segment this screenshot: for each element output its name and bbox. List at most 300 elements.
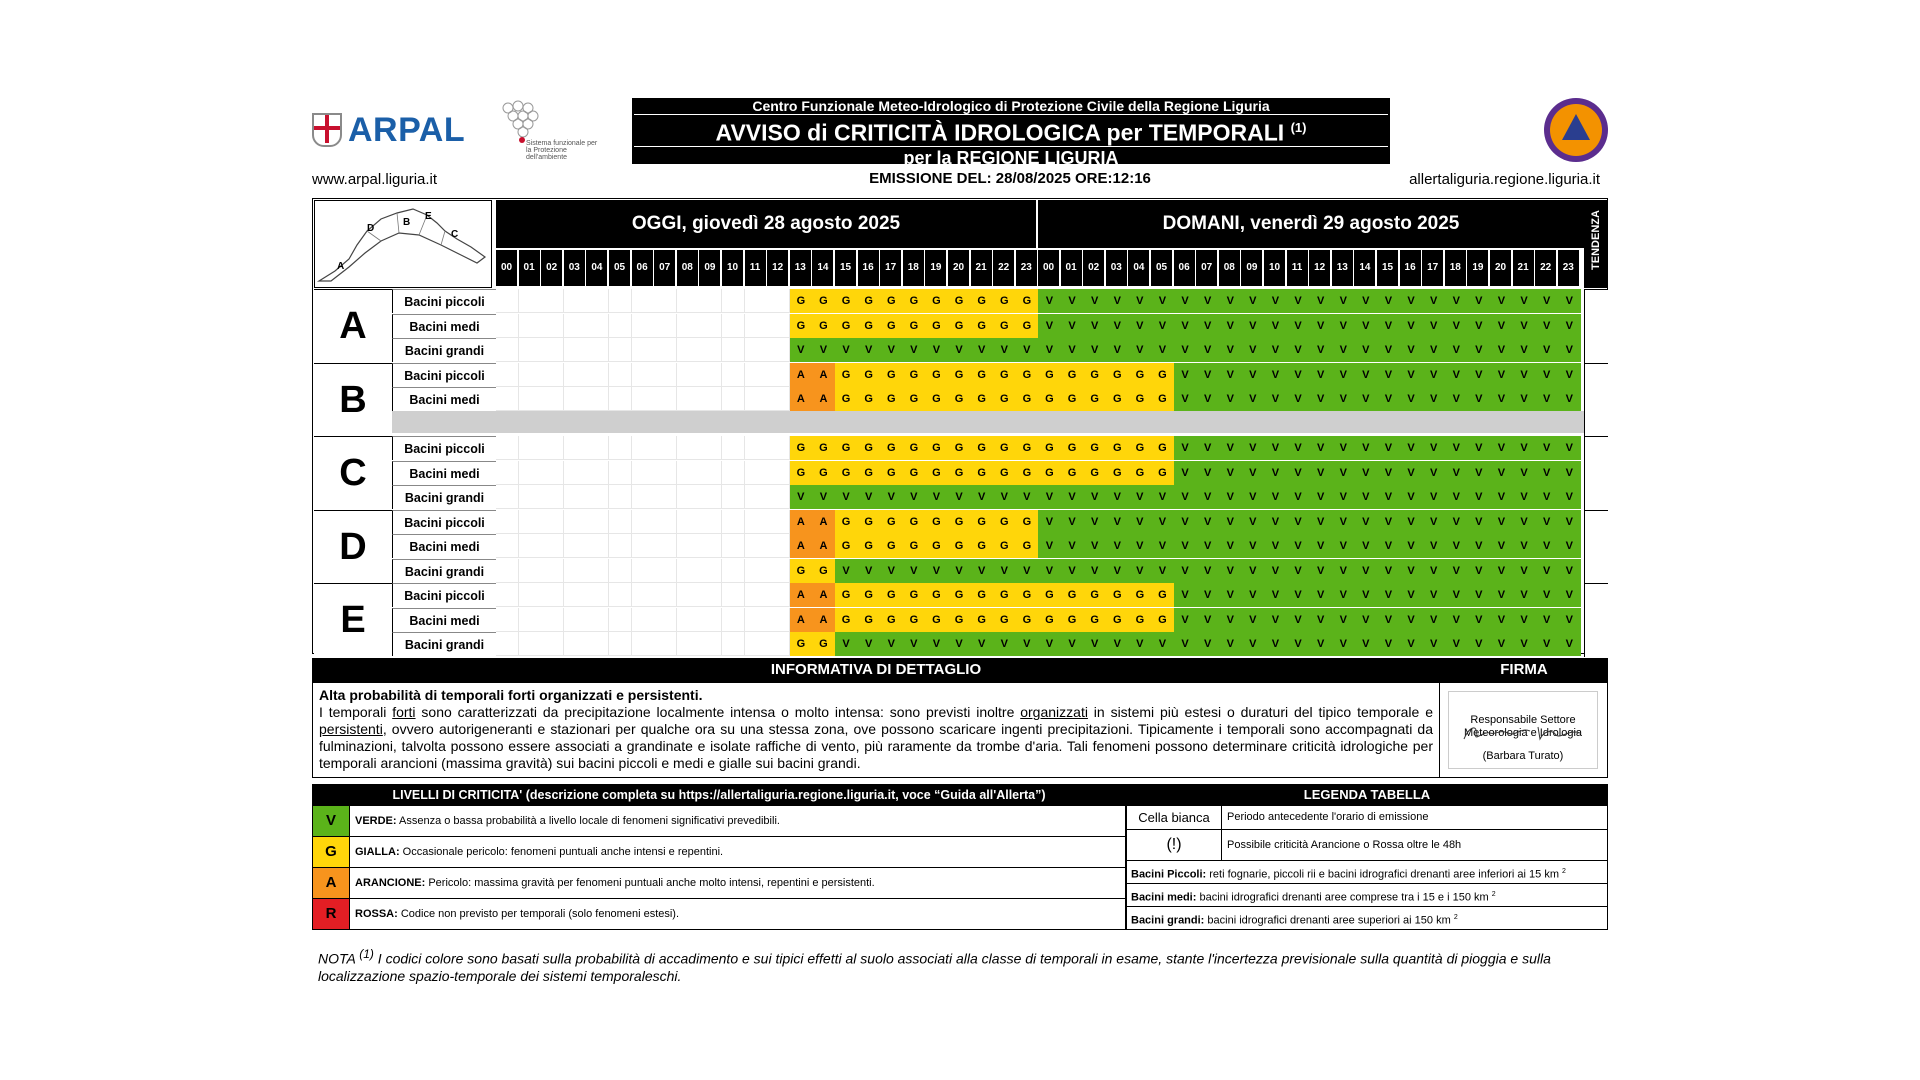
legend-medium: [1131, 884, 1496, 909]
criticality-cell: V: [1355, 632, 1378, 656]
basin-label: Bacini medi: [392, 608, 496, 632]
hour-label: 08: [1219, 250, 1240, 286]
hour-label: 20: [1490, 250, 1511, 286]
hour-label: 05: [609, 250, 630, 286]
criticality-cell: V: [1219, 338, 1242, 362]
criticality-cell: V: [1445, 583, 1468, 607]
criticality-cell: G: [858, 436, 881, 460]
criticality-cell: V: [1355, 289, 1378, 313]
hour-label: 10: [722, 250, 743, 286]
criticality-cell: G: [925, 289, 948, 313]
criticality-cell: G: [812, 632, 835, 656]
criticality-cell: [699, 289, 722, 313]
criticality-cell: [654, 608, 677, 632]
footnote-label: NOTA: [318, 950, 360, 967]
hour-label: 22: [1535, 250, 1556, 286]
criticality-cell: [541, 387, 564, 411]
hour-label: 03: [1106, 250, 1127, 286]
criticality-cell: V: [971, 559, 994, 583]
criticality-cell: G: [880, 314, 903, 338]
criticality-cell: G: [925, 436, 948, 460]
criticality-cell: V: [1377, 314, 1400, 338]
criticality-cell: V: [1513, 314, 1536, 338]
criticality-cell: V: [948, 559, 971, 583]
criticality-cell: G: [858, 510, 881, 534]
criticality-cell: V: [1264, 461, 1287, 485]
criticality-cell: V: [1151, 559, 1174, 583]
criticality-cell: [541, 583, 564, 607]
criticality-cell: [609, 387, 632, 411]
criticality-cell: V: [1355, 485, 1378, 509]
footnote: [318, 946, 1608, 985]
criticality-cell: G: [835, 289, 858, 313]
criticality-cell: G: [1061, 608, 1084, 632]
criticality-cell: V: [1061, 632, 1084, 656]
criticality-cell: [496, 485, 519, 509]
criticality-cell: G: [1016, 387, 1039, 411]
criticality-cell: [564, 510, 587, 534]
criticality-cell: V: [1038, 289, 1061, 313]
criticality-cell: V: [1287, 485, 1310, 509]
criticality-cell: [564, 632, 587, 656]
criticality-cell: G: [790, 314, 813, 338]
allerta-link[interactable]: allertaliguria.regione.liguria.it: [1409, 171, 1600, 188]
criticality-cell: V: [1310, 338, 1333, 362]
criticality-cell: V: [1310, 632, 1333, 656]
hour-label: 17: [880, 250, 901, 286]
tendency-cell: [1584, 583, 1608, 657]
criticality-cell: V: [1355, 387, 1378, 411]
criticality-cell: G: [971, 436, 994, 460]
criticality-cell: [767, 387, 790, 411]
criticality-cell: V: [1151, 338, 1174, 362]
criticality-cell: V: [1558, 510, 1581, 534]
criticality-cell: V: [1174, 583, 1197, 607]
info-bold-line: Alta probabilità di temporali forti organizzati e persistenti.: [319, 687, 703, 703]
sfa-caption: Sistema funzionale per la Protezione dell'ambiente: [526, 140, 598, 161]
criticality-cell: [767, 608, 790, 632]
criticality-cell: V: [1219, 632, 1242, 656]
criticality-cell: [609, 314, 632, 338]
criticality-cell: G: [835, 436, 858, 460]
criticality-cell: V: [1536, 559, 1559, 583]
criticality-cell: [586, 289, 609, 313]
criticality-cell: G: [971, 461, 994, 485]
criticality-cell: V: [1400, 583, 1423, 607]
criticality-cell: V: [1355, 314, 1378, 338]
criticality-cell: G: [925, 363, 948, 387]
criticality-cell: G: [1061, 436, 1084, 460]
criticality-cell: V: [993, 338, 1016, 362]
criticality-cell: [586, 485, 609, 509]
criticality-cell: V: [1490, 289, 1513, 313]
criticality-cell: [609, 338, 632, 362]
legend-large-desc: bacini idrografici drenanti aree superiori ai 150 km: [1204, 914, 1451, 927]
criticality-cell: V: [1174, 534, 1197, 558]
criticality-cell: G: [880, 583, 903, 607]
criticality-cell: G: [1084, 363, 1107, 387]
hour-label: 02: [541, 250, 562, 286]
criticality-cell: V: [925, 485, 948, 509]
criticality-cell: G: [993, 608, 1016, 632]
level-swatch: R: [313, 899, 350, 929]
criticality-cell: [767, 338, 790, 362]
criticality-cell: V: [1038, 314, 1061, 338]
level-row: [312, 806, 1126, 837]
level-swatch: V: [313, 806, 350, 836]
info-header: INFORMATIVA DI DETTAGLIO: [312, 658, 1440, 682]
criticality-cell: G: [1061, 363, 1084, 387]
criticality-cell: V: [1490, 485, 1513, 509]
criticality-cell: G: [948, 387, 971, 411]
criticality-cell: G: [835, 314, 858, 338]
level-description: [355, 899, 679, 929]
criticality-cell: G: [1129, 461, 1152, 485]
criticality-cell: G: [948, 363, 971, 387]
criticality-cell: G: [1106, 461, 1129, 485]
level-desc: Codice non previsto per temporali (solo fenomeni estesi).: [397, 908, 680, 920]
criticality-cell: [767, 534, 790, 558]
criticality-cell: V: [1513, 363, 1536, 387]
basin-label: Bacini medi: [392, 387, 496, 411]
hour-label: 14: [812, 250, 833, 286]
criticality-cell: [541, 608, 564, 632]
criticality-cell: [677, 338, 700, 362]
criticality-cell: V: [1038, 338, 1061, 362]
criticality-cell: V: [1468, 559, 1491, 583]
criticality-cell: G: [1038, 583, 1061, 607]
criticality-cell: [722, 461, 745, 485]
criticality-cell: [564, 559, 587, 583]
criticality-cell: [654, 289, 677, 313]
arpal-logo: [312, 110, 465, 150]
criticality-cell: V: [858, 338, 881, 362]
criticality-cell: G: [903, 510, 926, 534]
arpal-link[interactable]: www.arpal.liguria.it: [312, 171, 438, 188]
hour-label: 14: [1354, 250, 1375, 286]
criticality-cell: [564, 314, 587, 338]
criticality-cell: V: [1513, 436, 1536, 460]
criticality-cell: G: [903, 314, 926, 338]
handwritten-signature-icon: [1460, 721, 1590, 745]
criticality-cell: V: [1558, 338, 1581, 362]
criticality-cell: [541, 632, 564, 656]
criticality-cell: V: [1490, 363, 1513, 387]
criticality-cell: V: [1129, 559, 1152, 583]
hour-label: 16: [1400, 250, 1421, 286]
hour-label: 13: [790, 250, 811, 286]
criticality-cell: [632, 559, 655, 583]
criticality-cell: G: [880, 387, 903, 411]
criticality-cell: [722, 363, 745, 387]
criticality-cell: [519, 363, 542, 387]
criticality-cell: G: [1038, 461, 1061, 485]
zone-label: B: [314, 363, 392, 437]
criticality-cell: V: [1400, 632, 1423, 656]
criticality-cell: [745, 485, 768, 509]
criticality-cell: V: [880, 559, 903, 583]
criticality-cell: [541, 436, 564, 460]
criticality-cell: V: [1536, 338, 1559, 362]
criticality-cell: V: [790, 485, 813, 509]
criticality-cell: [609, 583, 632, 607]
emission-time: EMISSIONE DEL: 28/08/2025 ORE:12:16: [869, 170, 1151, 187]
criticality-cell: A: [812, 387, 835, 411]
criticality-cell: [519, 314, 542, 338]
criticality-cell: V: [1355, 608, 1378, 632]
criticality-cell: [632, 583, 655, 607]
criticality-cell: V: [1468, 314, 1491, 338]
title-line1: Centro Funzionale Meteo-Idrologico di Protezione Civile della Regione Liguria: [752, 98, 1270, 114]
criticality-cell: [541, 289, 564, 313]
criticality-cell: G: [858, 314, 881, 338]
basin-label: Bacini piccoli: [392, 510, 496, 534]
basin-label: Bacini medi: [392, 534, 496, 558]
criticality-cell: [519, 632, 542, 656]
criticality-cell: [654, 338, 677, 362]
legend-medium-sup: 2: [1491, 891, 1496, 898]
criticality-cell: G: [971, 608, 994, 632]
criticality-cell: V: [1400, 314, 1423, 338]
criticality-cell: V: [1219, 510, 1242, 534]
criticality-cell: V: [1423, 363, 1446, 387]
criticality-cell: G: [1106, 608, 1129, 632]
criticality-cell: V: [1513, 559, 1536, 583]
criticality-cell: V: [1536, 436, 1559, 460]
criticality-cell: V: [1287, 632, 1310, 656]
criticality-cell: V: [1174, 314, 1197, 338]
criticality-cell: V: [835, 338, 858, 362]
criticality-cell: [541, 510, 564, 534]
criticality-cell: G: [1016, 314, 1039, 338]
criticality-cell: V: [1038, 534, 1061, 558]
criticality-cell: V: [1536, 583, 1559, 607]
criticality-cell: V: [1219, 436, 1242, 460]
level-name: GIALLA:: [355, 846, 400, 858]
level-name: ARANCIONE:: [355, 877, 426, 889]
hour-label: 07: [1196, 250, 1217, 286]
criticality-cell: G: [858, 583, 881, 607]
hour-label: 02: [1083, 250, 1104, 286]
criticality-cell: A: [790, 387, 813, 411]
criticality-cell: V: [1264, 387, 1287, 411]
criticality-cell: [654, 534, 677, 558]
criticality-cell: [609, 289, 632, 313]
criticality-cell: G: [1084, 583, 1107, 607]
criticality-cell: V: [1242, 363, 1265, 387]
criticality-cell: V: [1197, 534, 1220, 558]
criticality-cell: V: [1310, 559, 1333, 583]
criticality-cell: G: [835, 387, 858, 411]
criticality-cell: G: [835, 461, 858, 485]
criticality-cell: G: [903, 608, 926, 632]
criticality-cell: V: [1084, 510, 1107, 534]
criticality-cell: V: [1219, 485, 1242, 509]
criticality-cell: [654, 461, 677, 485]
criticality-cell: [699, 510, 722, 534]
criticality-cell: [632, 436, 655, 460]
info-part3: in sistemi più estesi o duraturi del tipico temporale e: [1087, 704, 1433, 720]
criticality-cell: G: [835, 534, 858, 558]
criticality-cell: G: [1151, 608, 1174, 632]
criticality-cell: [519, 436, 542, 460]
criticality-cell: V: [1332, 608, 1355, 632]
basin-label: Bacini piccoli: [392, 583, 496, 607]
criticality-cell: G: [790, 436, 813, 460]
criticality-cell: V: [1400, 608, 1423, 632]
criticality-cell: V: [1423, 387, 1446, 411]
criticality-cell: V: [1445, 534, 1468, 558]
zone-label: C: [314, 436, 392, 510]
criticality-cell: G: [858, 363, 881, 387]
criticality-cell: G: [1016, 534, 1039, 558]
criticality-cell: G: [1016, 583, 1039, 607]
legend-small: [1131, 861, 1566, 886]
hour-label: 04: [1128, 250, 1149, 286]
level-description: [355, 806, 780, 836]
signature-header: FIRMA: [1440, 658, 1608, 682]
info-text: [312, 682, 1440, 778]
level-name: VERDE:: [355, 815, 397, 827]
criticality-cell: V: [1400, 485, 1423, 509]
criticality-cell: V: [1242, 314, 1265, 338]
hour-label: 23: [1016, 250, 1037, 286]
criticality-cell: V: [1423, 632, 1446, 656]
criticality-cell: V: [790, 338, 813, 362]
criticality-cell: V: [1197, 485, 1220, 509]
criticality-cell: V: [1377, 510, 1400, 534]
criticality-cell: V: [1377, 338, 1400, 362]
criticality-cell: G: [993, 363, 1016, 387]
criticality-cell: V: [1242, 289, 1265, 313]
criticality-cell: V: [1490, 314, 1513, 338]
criticality-cell: V: [925, 559, 948, 583]
criticality-cell: V: [1016, 632, 1039, 656]
criticality-cell: [586, 436, 609, 460]
criticality-cell: G: [858, 289, 881, 313]
criticality-cell: V: [1536, 608, 1559, 632]
hour-label: 01: [1061, 250, 1082, 286]
criticality-cell: G: [993, 534, 1016, 558]
basin-label: Bacini grandi: [392, 338, 496, 362]
criticality-cell: V: [1219, 534, 1242, 558]
criticality-cell: G: [812, 289, 835, 313]
criticality-cell: G: [1129, 583, 1152, 607]
criticality-cell: V: [1377, 387, 1400, 411]
criticality-cell: V: [1468, 289, 1491, 313]
criticality-cell: V: [1197, 289, 1220, 313]
criticality-cell: V: [1445, 363, 1468, 387]
criticality-cell: G: [880, 534, 903, 558]
criticality-cell: V: [1061, 314, 1084, 338]
criticality-cell: V: [1310, 314, 1333, 338]
criticality-cell: V: [1310, 534, 1333, 558]
criticality-cell: [496, 387, 519, 411]
criticality-cell: [564, 436, 587, 460]
criticality-cell: V: [1310, 461, 1333, 485]
criticality-cell: V: [1377, 632, 1400, 656]
criticality-cell: [745, 289, 768, 313]
title-bar: [632, 98, 1390, 168]
criticality-cell: V: [1197, 461, 1220, 485]
criticality-cell: [699, 314, 722, 338]
criticality-cell: G: [1106, 583, 1129, 607]
criticality-cell: V: [1038, 632, 1061, 656]
criticality-cell: [564, 534, 587, 558]
criticality-cell: [677, 632, 700, 656]
criticality-cell: V: [1423, 436, 1446, 460]
criticality-cell: V: [1490, 608, 1513, 632]
criticality-cell: G: [925, 608, 948, 632]
sfa-logo-icon: [498, 100, 558, 144]
criticality-cell: V: [1490, 338, 1513, 362]
footnote-text: I codici colore sono basati sulla probabilità di accadimento e sui tipici effetti al suolo associati alla classe di temporali in esame, stante l'incertezza previsionale sulla quantità di pioggia e sulla localizzazione spazio-temporale dei sistemi temporaleschi.: [318, 950, 1551, 984]
criticality-cell: V: [1355, 510, 1378, 534]
hour-label: 18: [1445, 250, 1466, 286]
criticality-cell: V: [1106, 510, 1129, 534]
criticality-cell: [699, 363, 722, 387]
criticality-cell: [586, 338, 609, 362]
criticality-cell: V: [1445, 338, 1468, 362]
criticality-cell: V: [1445, 289, 1468, 313]
signature-role: Responsabile Settore Meteorologia e Idrologia: [1463, 714, 1583, 739]
criticality-cell: [609, 485, 632, 509]
criticality-cell: G: [812, 559, 835, 583]
level-swatch: A: [313, 868, 350, 898]
level-desc: Pericolo: massima gravità per fenomeni puntuali anche molto intensi, repentini e persistenti.: [425, 877, 875, 889]
criticality-cell: A: [812, 583, 835, 607]
criticality-cell: V: [1197, 510, 1220, 534]
criticality-cell: [767, 289, 790, 313]
criticality-cell: G: [835, 363, 858, 387]
criticality-cell: [745, 363, 768, 387]
level-swatch: G: [313, 837, 350, 867]
criticality-cell: V: [1355, 559, 1378, 583]
criticality-cell: G: [858, 534, 881, 558]
criticality-cell: V: [1264, 436, 1287, 460]
criticality-cell: V: [1197, 608, 1220, 632]
info-part1: I temporali: [319, 704, 393, 720]
criticality-cell: [496, 534, 519, 558]
criticality-cell: [586, 608, 609, 632]
criticality-cell: G: [971, 583, 994, 607]
criticality-cell: V: [1151, 289, 1174, 313]
criticality-cell: V: [1468, 387, 1491, 411]
hour-label: 21: [1513, 250, 1534, 286]
criticality-cell: V: [1038, 559, 1061, 583]
criticality-cell: V: [1423, 289, 1446, 313]
criticality-cell: [722, 289, 745, 313]
criticality-cell: V: [1219, 387, 1242, 411]
criticality-cell: V: [1174, 608, 1197, 632]
hour-label: 16: [858, 250, 879, 286]
criticality-cell: V: [1129, 338, 1152, 362]
criticality-cell: A: [790, 534, 813, 558]
criticality-cell: [722, 485, 745, 509]
basin-label: Bacini grandi: [392, 485, 496, 509]
criticality-cell: G: [903, 289, 926, 313]
title-main: AVVISO di CRITICITÀ IDROLOGICA per TEMPORALI: [715, 119, 1285, 146]
criticality-cell: V: [1445, 510, 1468, 534]
criticality-cell: V: [1061, 510, 1084, 534]
criticality-cell: V: [1129, 510, 1152, 534]
tendency-cell: [1584, 510, 1608, 584]
criticality-cell: V: [1264, 510, 1287, 534]
hour-label: 10: [1264, 250, 1285, 286]
criticality-cell: V: [1151, 534, 1174, 558]
criticality-cell: V: [1400, 461, 1423, 485]
criticality-cell: V: [880, 338, 903, 362]
